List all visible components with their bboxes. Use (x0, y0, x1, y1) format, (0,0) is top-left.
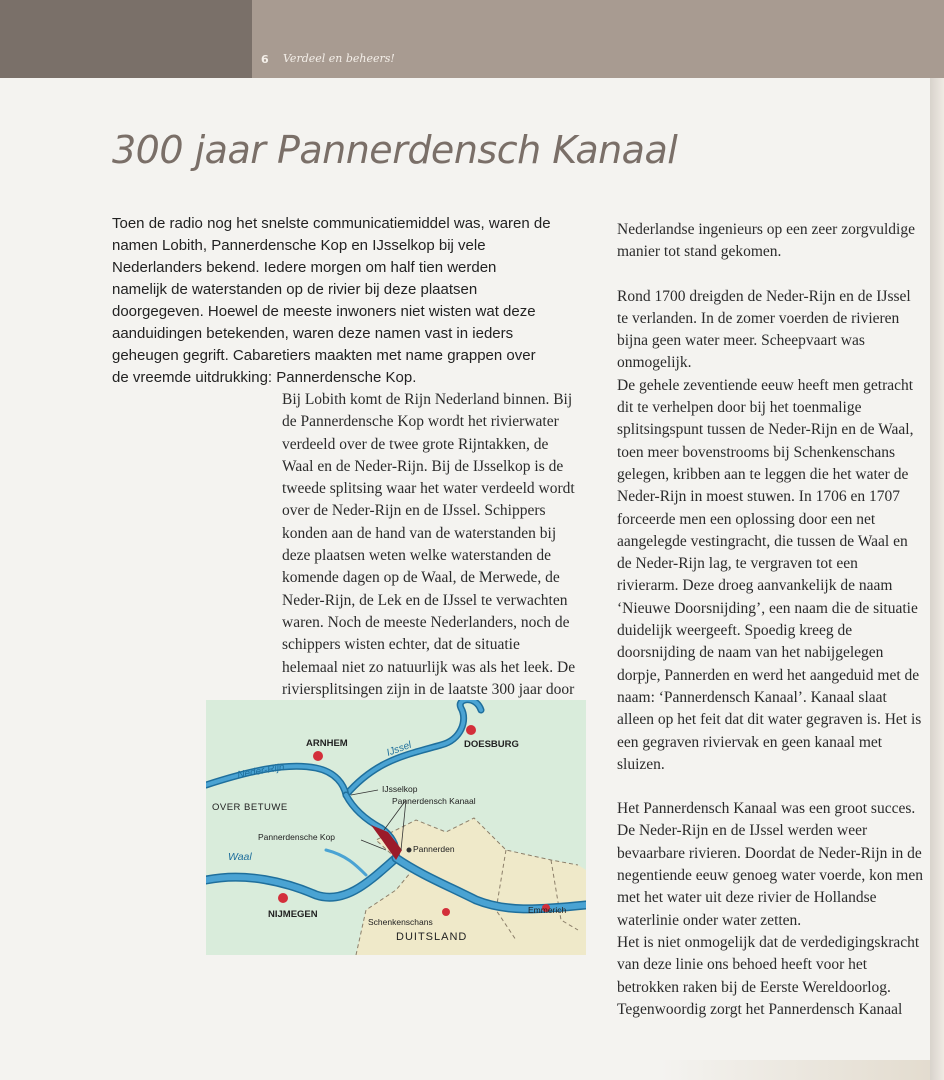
middle-column (282, 389, 577, 723)
middle-paragraph: Bij Lobith komt de Rijn Nederland binnen. Bij de Pannerdensche Kop wordt het rivierwater verdeeld over de twee grote Rijntakken, de Waal en de Neder-Rijn. Bij de IJsselkop is de tweede splitsing waar het water verdeeld wordt over de Neder-Rijn en de IJssel. Schippers konden aan de hand van de waterstanden bij deze plaatsen weten welke waterstanden de komende dagen op de Waal, de Merwede, de Neder-Rijn, de Lek en de IJssel te verwachten waren. Noch de meeste Nederlanders, noch de schippers wisten echter, dat de situatie helemaal niet zo natuurlijk was als het leek. De riviersplitsingen zijn in de laatste 300 jaar door (282, 391, 576, 698)
right-column (617, 219, 923, 1021)
schenkenschans-dot (442, 908, 450, 916)
intro-paragraph: Toen de radio nog het snelste communicatiemiddel was, waren de namen Lobith, Pannerdensche Kop en IJsselkop bij vele Nederlanders bekend. Iedere morgen om half tien werden namelijk de waterstanden op de rivier bij deze plaatsen doorgegeven. Hoewel de meeste inwoners niet wisten wat deze aanduidingen betekenden, waren deze namen vast in ieders geheugen gegrift. Cabaretiers maakten met name grappen over de vreemde uitdrukking: Pannerdensche Kop. (112, 215, 551, 386)
label-waal: Waal (228, 851, 252, 863)
label-pannerdensch-kanaal: Pannerdensch Kanaal (392, 796, 476, 806)
pannerden-dot (407, 848, 412, 853)
right-paragraph-3: De gehele zeventiende eeuw heeft men getracht dit te verhelpen door bij het toenmalige splitsingspunt tussen de Neder-Rijn en de Waal, toen meer bovenstrooms bij Schenkenschans gelegen, kribben aan te leggen die het water de Neder-Rijn in moest stuwen. In 1706 en 1707 forceerde men een oplossing door een net aangelegde vestingracht, die tussen de Waal en de Neder-Rijn lag, te vergraven tot een rivierarm. Deze droeg aanvankelijk de naam ‘Nieuwe Doorsnijding’, een naam die de situatie duidelijk weergeeft. Spoedig kreeg de doorsnijding de naam van het nabijgelegen dorpje, Pannerden en werd het aangeduid met de naam: ‘Pannerdensch Kanaal’. Kanaal slaat alleen op het feit dat dit water gegraven is. Het is een gegraven riviervak en geen kanaal met sluizen. (617, 376, 922, 773)
right-paragraph-4: Het Pannerdensch Kanaal was een groot succes. De Neder-Rijn en de IJssel werden weer bevaarbare rivieren. Doordat de Neder-Rijn in de negentiende eeuw genoeg water voerde, kon men met het water uit deze rivier de Hollandse waterlinie onder water zetten. (617, 800, 923, 929)
right-paragraph-1: Nederlandse ingenieurs op een zeer zorgvuldige manier tot stand gekomen. (617, 221, 915, 261)
header-band-dark (0, 0, 252, 78)
page-edge (930, 0, 944, 1080)
page-bottom-edge (660, 1060, 930, 1080)
label-arnhem: ARNHEM (306, 738, 348, 749)
river-map (206, 700, 586, 955)
nijmegen-dot (278, 893, 288, 903)
label-emmerich: Emmerich (528, 905, 567, 915)
running-title: Verdeel en beheers! (283, 52, 395, 65)
right-paragraph-2: Rond 1700 dreigden de Neder-Rijn en de IJssel te verlanden. In de zomer voerden de rivieren bijna geen water meer. Scheepvaart was onmogelijk. (617, 287, 911, 372)
page-number: 6 (261, 53, 269, 66)
label-duitsland: DUITSLAND (396, 931, 468, 943)
label-pannerden: Pannerden (413, 844, 455, 854)
label-doesburg: DOESBURG (464, 739, 519, 750)
doesburg-dot (466, 725, 476, 735)
page-title: 300 jaar Pannerdensch Kanaal (112, 128, 678, 172)
label-schenkenschans: Schenkenschans (368, 917, 433, 927)
old-river-arm (326, 850, 366, 875)
arnhem-dot (313, 751, 323, 761)
right-paragraph-5: Het is niet onmogelijk dat de verdedigingskracht van deze linie ons behoed heeft voor het betrokken raken bij de Eerste Wereldoorlog. Tegenwoordig zorgt het Pannerdensch Kanaal (617, 933, 920, 1018)
label-over-betuwe: OVER BETUWE (212, 802, 288, 813)
label-ijssel: IJssel (385, 739, 414, 759)
header-band-light (252, 0, 944, 78)
label-nijmegen: NIJMEGEN (268, 909, 318, 920)
label-ijsselkop: IJsselkop (382, 784, 418, 794)
label-neder-rijn: Neder-Rijn (236, 761, 286, 781)
ijssel-river-edge (346, 700, 481, 795)
label-pannerdensche-kop: Pannerdensche Kop (258, 832, 336, 842)
